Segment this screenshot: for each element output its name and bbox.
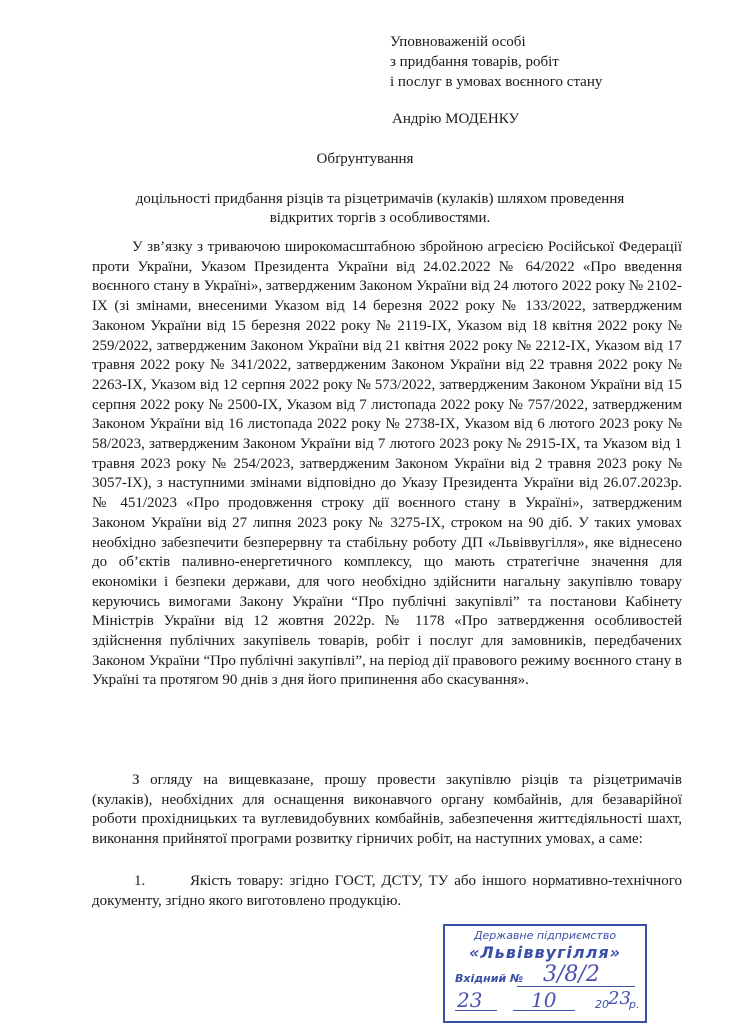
subtitle-line-1: доцільності придбання різців та різцетримачів (кулаків) шляхом проведення [135,191,625,207]
addressee-line-2: з придбання товарів, робіт [390,54,559,70]
paragraph-request: З огляду на вищевказане, прошу провести закупівлю різців та різцетримачів (кулаків), необхідних для оснащення виконавчого органу комбайнів, для безаварійної роботи прохідницьких та вуглевидобувних комбайнів, забезпечення життєдіяльності шахт, виконання прийнятої програми розвитку гірничих робіт, на наступних умовах, а саме: [92,772,682,848]
subtitle-line-2: відкритих торгів з особливостями. [269,210,491,226]
registration-stamp [443,924,647,1023]
document-title: Обґрунтування [316,151,414,167]
addressee-line-1: Уповноваженій особі [390,34,526,50]
stamp-org-label: Державне підприємство [473,929,617,942]
addressee-name: Андрію МОДЕНКУ [392,111,520,127]
paragraph-justification: У зв’язку з триваючою широкомасштабною збройною агресією Російської Федерації проти України, Указом Президента України від 24.02.2022 № 64/2022 «Про введення воєнного стану в Україні», затвердженим Законом України від 24 лютого 2022 року № 2102-IX (зі змінами, внесеними Указом від 14 березня 2022 року № 133/2022, затвердженим Законом України від 15 березня 2022 року № 2119-IX, Указом від 18 квітня 2022 року № 259/2022, затвердженим Законом України від 21 квітня 2022 року № 2212-IX, Указом від 17 травня 2022 року № 341/2022, затвердженим Законом України від 22 травня 2022 року № 2263-IX, Указом від 12 серпня 2022 року № 573/2022, затвердженим Законом України від 15 серпня 2022 року № 2500-IX, Указом від 7 листопада 2022 року № 757/2022, затвердженим Законом України від 16 листопада 2022 року № 2738-IX, Указом від 6 лютого 2023 року № 58/2023, затвердженим Законом України від 7 лютого 2023 року № 2915-IX, та Указом від 1 травня 2023 року № 254/2023, затвердженим Законом України від 2 травня 2023 року № 3057-IX), з наступними змінами відповідно до Указу Президента України від 26.07.2023р. № 451/2023 «Про продовження строку дії воєнного стану в Україні», затвердженим Законом України від 27 липня 2023 року № 3275-IX, строком на 90 діб. У таких умовах необхідно забезпечити безперервну та стабільну роботу ДП «Львіввугілля», яке віднесено до об’єктів паливно-енергетичного комплексу, що мають стратегічне значення для економіки і безпеки держави, для чого необхідно здійснити нагальну закупівлю товару керуючись вимогами Закону України “Про публічні закупівлі” та постанови Кабінету Міністрів України від 12 жовтня 2022р. № 1178 «Про затвердження особливостей здійснення публічних закупівель товарів, робіт і послуг для замовників, передбачених Законом України “Про публічні закупівлі”, на період дії правового режиму воєнного стану в Україні та протягом 90 днів з дня його припинення або скасування». [92,239,682,689]
stamp-year-prefix: 20 [595,998,609,1011]
stamp-incoming-label: Вхідний № [455,972,524,985]
addressee-block [390,32,602,92]
addressee-line-3: і послуг в умовах воєнного стану [390,74,603,90]
item-text: Якість товару: згідно ГОСТ, ДСТУ, ТУ або іншого нормативно-технічного документу, згідно якого виготовлено продукцію. [92,873,682,909]
stamp-day: 23 [457,988,483,1012]
stamp-company-name: «Львіввугілля» [468,943,622,962]
paragraph-item-1 [92,872,682,911]
stamp-incoming-number: 3/8/2 [543,962,600,987]
document-subtitle [90,190,670,228]
stamp-month: 10 [531,988,557,1012]
stamp-year-suffix: р. [629,998,640,1011]
stamp-year: 23 [608,988,631,1009]
item-number: 1. [134,873,146,889]
